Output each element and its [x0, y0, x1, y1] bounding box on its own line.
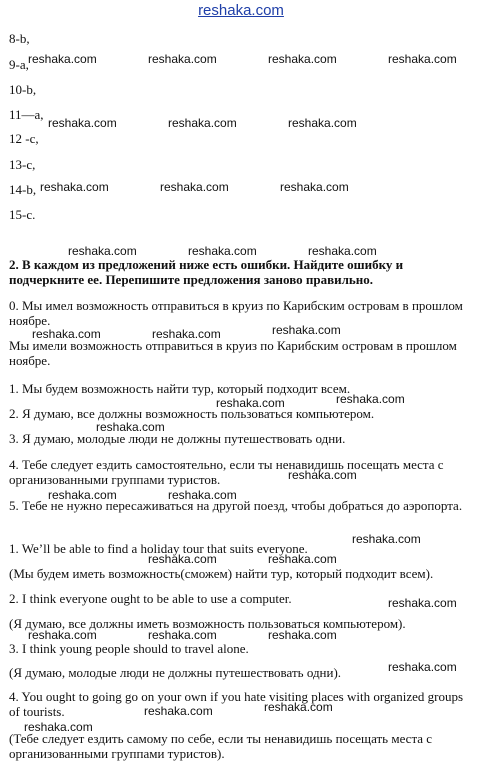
watermark: reshaka.com — [28, 52, 97, 66]
watermark: reshaka.com — [264, 700, 333, 714]
watermark: reshaka.com — [288, 116, 357, 130]
example-right: Мы имели возможность отправиться в круиз по Карибским островам в прошлом ноябре. — [9, 338, 457, 368]
watermark: reshaka.com — [388, 660, 457, 674]
answer-russian: (Я думаю, молодые люди не должны путешествовать одни). — [9, 665, 342, 680]
watermark: reshaka.com — [388, 596, 457, 610]
answer-item: 13-c, — [9, 157, 36, 172]
answer-item: 8-b, — [9, 31, 30, 46]
watermark: reshaka.com — [40, 180, 109, 194]
watermark: reshaka.com — [48, 488, 117, 502]
watermark: reshaka.com — [216, 396, 285, 410]
watermark: reshaka.com — [32, 327, 101, 341]
watermark: reshaka.com — [188, 244, 257, 258]
example-wrong: 0. Мы имел возможность отправиться в круиз по Карибским островам в прошлом ноябре. — [9, 298, 463, 328]
watermark: reshaka.com — [144, 704, 213, 718]
watermark: reshaka.com — [280, 180, 349, 194]
watermark: reshaka.com — [148, 52, 217, 66]
task-item: 1. Мы будем возможность найти тур, который подходит всем. — [9, 381, 351, 396]
watermark: reshaka.com — [268, 52, 337, 66]
watermark: reshaka.com — [148, 552, 217, 566]
answer-english: 3. I think young people should to travel alone. — [9, 641, 249, 656]
answer-english: 2. I think everyone ought to be able to use a computer. — [9, 591, 292, 606]
watermark: reshaka.com — [336, 392, 405, 406]
watermark: reshaka.com — [308, 244, 377, 258]
watermark: reshaka.com — [168, 488, 237, 502]
watermark: reshaka.com — [48, 116, 117, 130]
watermark: reshaka.com — [152, 327, 221, 341]
watermark: reshaka.com — [388, 52, 457, 66]
watermark: reshaka.com — [96, 420, 165, 434]
answer-item: 14-b, — [9, 182, 37, 197]
watermark: reshaka.com — [24, 720, 93, 734]
task-item: 2. Я думаю, все должны возможность пользоваться компьютером. — [9, 406, 375, 421]
watermark: reshaka.com — [160, 180, 229, 194]
site-url-link[interactable]: reshaka.com — [198, 2, 284, 19]
watermark: reshaka.com — [68, 244, 137, 258]
answer-russian: (Тебе следует ездить самому по себе, если ты ненавидишь посещать места с организованными группами туристов). — [9, 731, 433, 761]
watermark: reshaka.com — [288, 468, 357, 482]
task-item: 3. Я думаю, молодые люди не должны путешествовать одни. — [9, 431, 346, 446]
answer-russian: (Мы будем иметь возможность(сможем) найти тур, который подходит всем). — [9, 566, 434, 581]
answer-russian: (Я думаю, все должны иметь возможность пользоваться компьютером). — [9, 616, 406, 631]
watermark: reshaka.com — [148, 628, 217, 642]
answer-item: 15-c. — [9, 207, 36, 222]
watermark: reshaka.com — [268, 628, 337, 642]
answer-item: 12 -c, — [9, 131, 39, 146]
answer-english: 1. We’ll be able to find a holiday tour that suits everyone. — [9, 541, 308, 556]
watermark: reshaka.com — [272, 323, 341, 337]
answer-english: 4. You ought to going go on your own if you hate visiting places with organized groups of tourists. — [9, 689, 464, 719]
answer-item: 11—a, — [9, 107, 44, 122]
watermark: reshaka.com — [352, 532, 421, 546]
answer-item: 9-a, — [9, 57, 29, 72]
answer-item: 10-b, — [9, 82, 37, 97]
watermark: reshaka.com — [268, 552, 337, 566]
task-heading: 2. В каждом из предложений ниже есть ошибки. Найдите ошибку и подчеркните ее. Перепишите предложения заново правильно. — [9, 257, 404, 287]
watermark: reshaka.com — [28, 628, 97, 642]
task-item: 4. Тебе следует ездить самостоятельно, если ты ненавидишь посещать места с организованными группами туристов. — [9, 457, 444, 487]
task-item: 5. Тебе не нужно пересаживаться на другой поезд, чтобы добраться до аэропорта. — [9, 498, 463, 513]
watermark: reshaka.com — [168, 116, 237, 130]
